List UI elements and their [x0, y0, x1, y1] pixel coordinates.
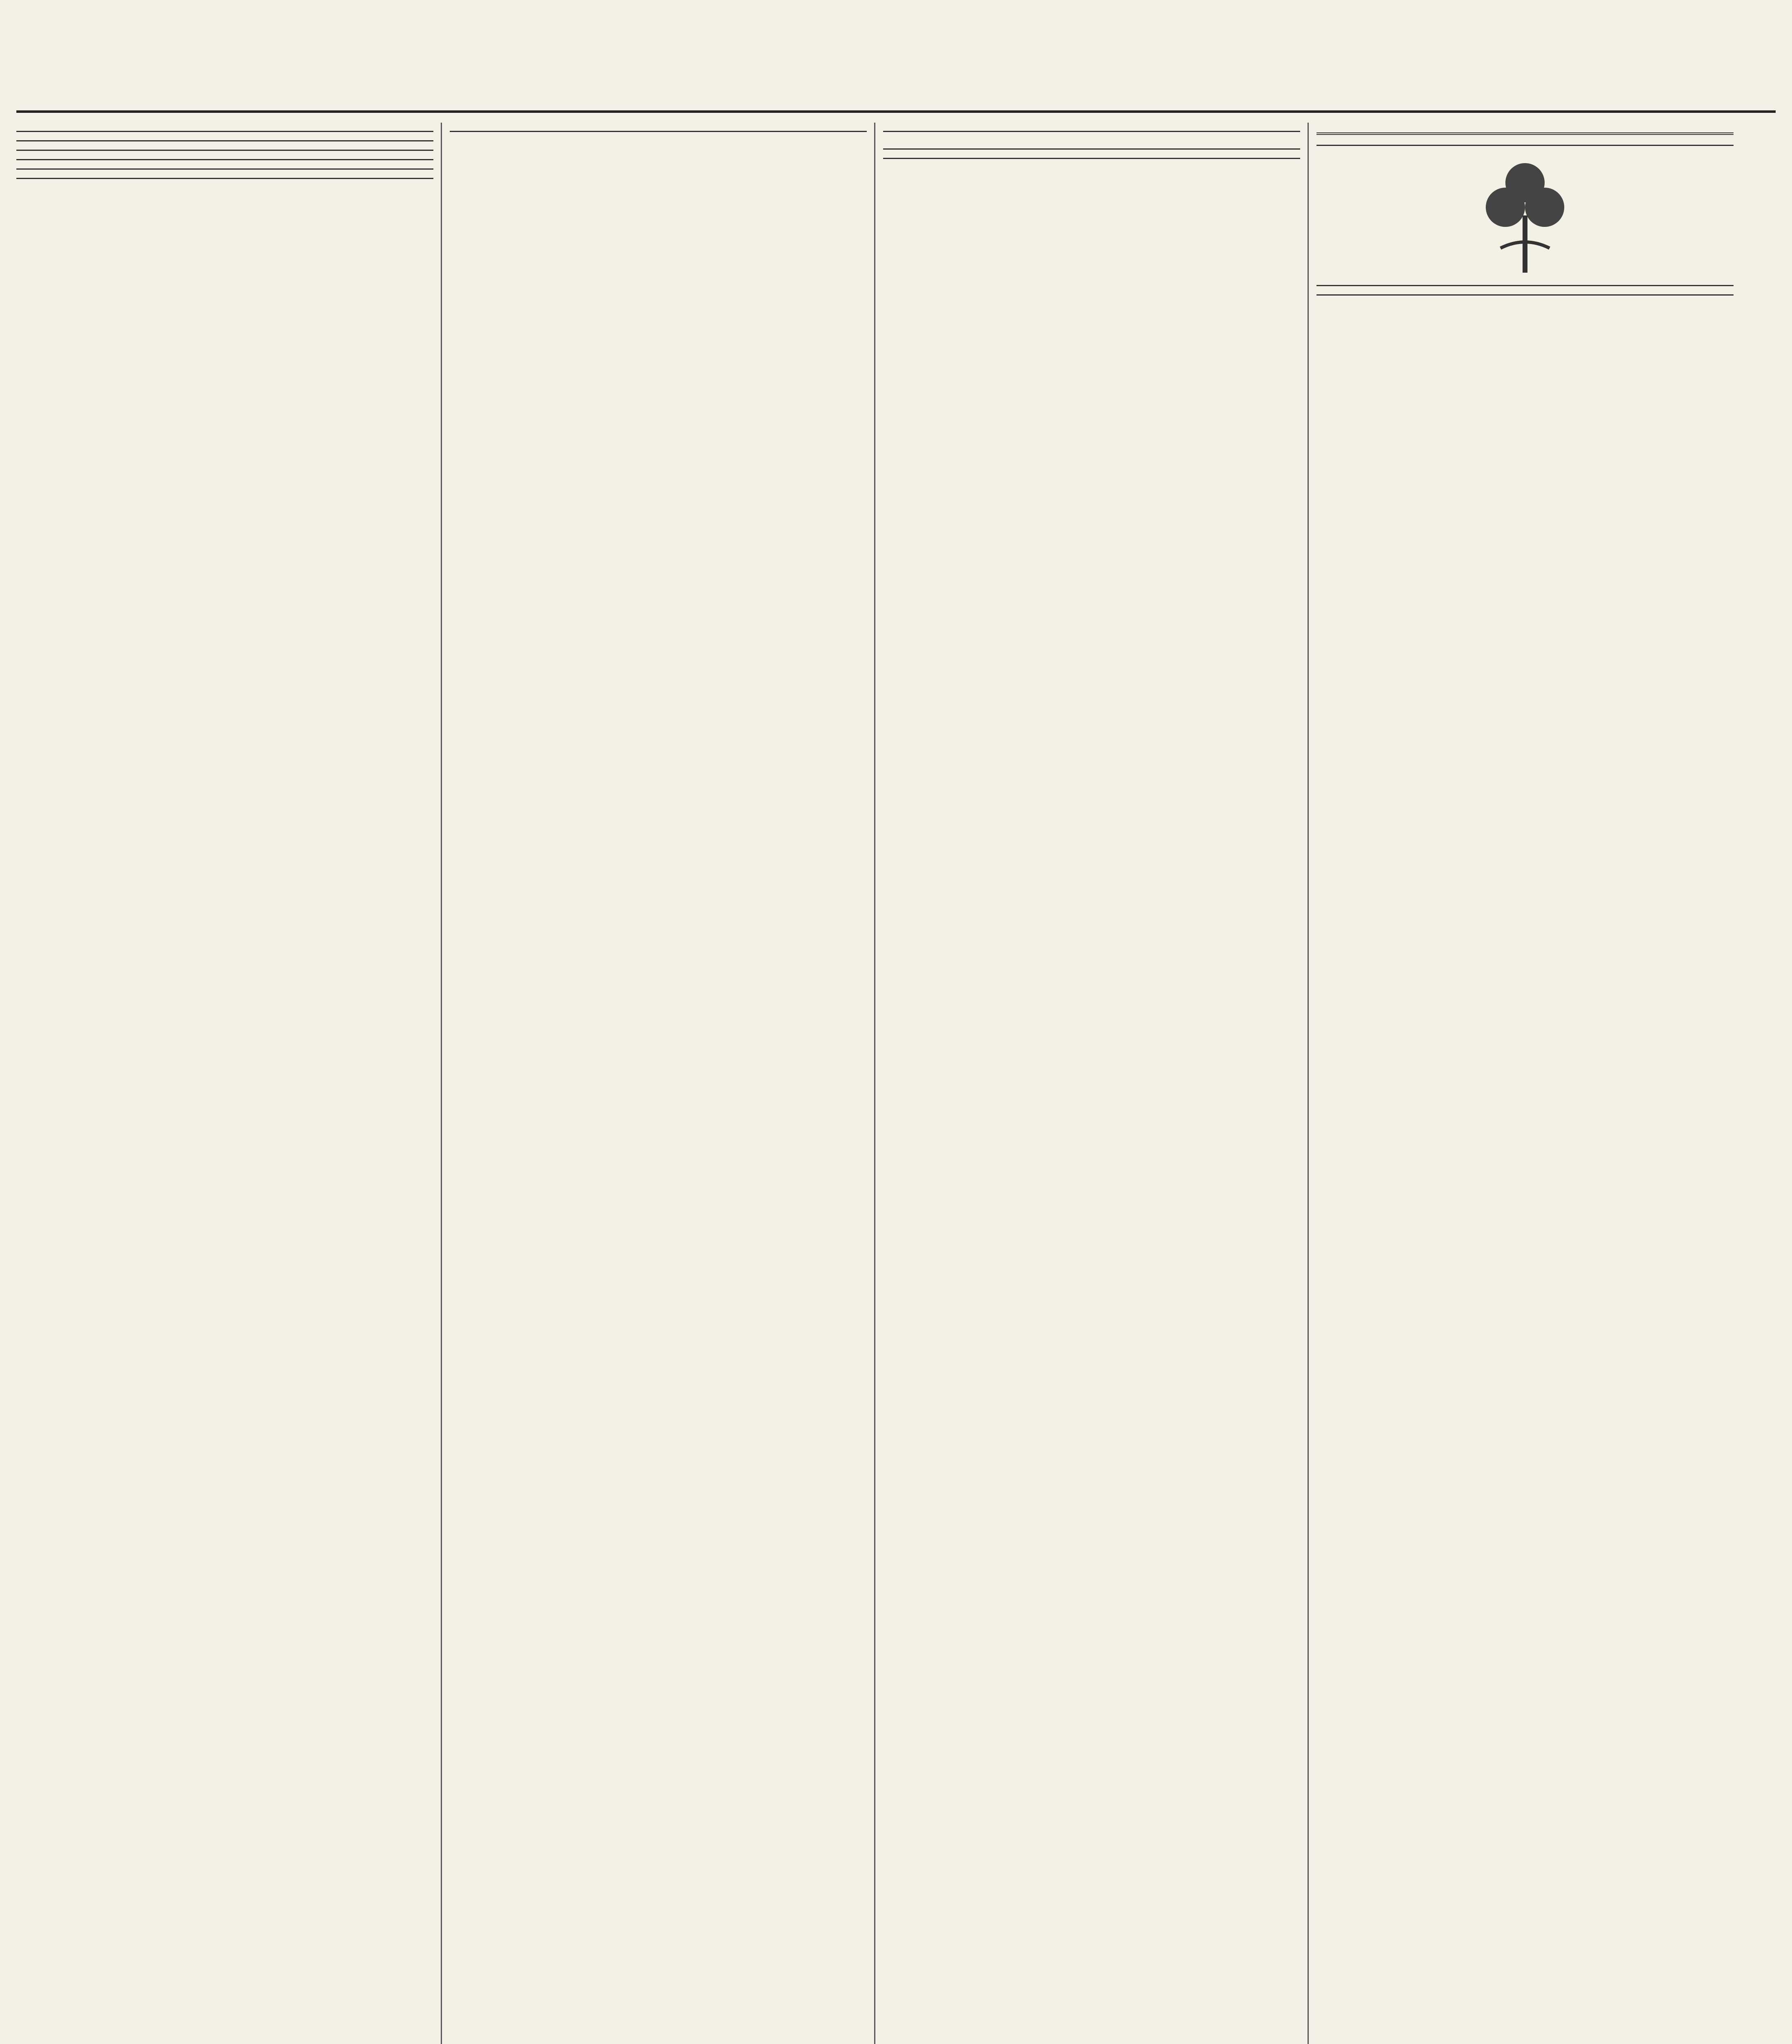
- divider: [1317, 132, 1734, 135]
- divider: [1317, 145, 1734, 146]
- divider: [16, 140, 433, 141]
- divider: [16, 159, 433, 160]
- divider: [1317, 294, 1734, 296]
- column-divider: [441, 123, 442, 2044]
- column-4: [1317, 123, 1734, 2044]
- divider: [16, 131, 433, 132]
- column-3: [883, 123, 1300, 2044]
- column-divider: [874, 123, 875, 2044]
- column-divider: [1308, 123, 1309, 2044]
- divider: [16, 178, 433, 179]
- divider: [16, 150, 433, 151]
- shamrock-harp-emblem-icon: [1472, 154, 1578, 277]
- column-2: [450, 123, 867, 2044]
- divider: [16, 168, 433, 170]
- divider: [883, 148, 1300, 150]
- masthead: [16, 16, 1776, 113]
- divider: [450, 131, 867, 132]
- divider: [883, 131, 1300, 132]
- divider: [1317, 285, 1734, 286]
- divider: [883, 158, 1300, 159]
- column-1: [16, 123, 433, 2044]
